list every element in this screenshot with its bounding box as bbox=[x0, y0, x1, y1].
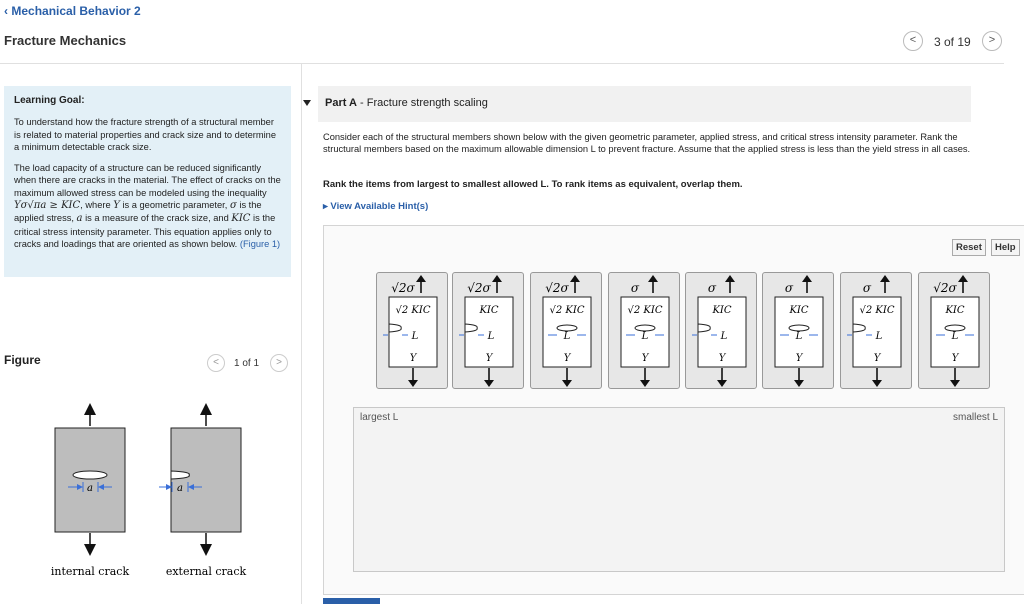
part-a-header: Part A - Fracture strength scaling bbox=[318, 86, 971, 122]
crack-length-label: L bbox=[411, 331, 419, 342]
geometry-param-label: Y bbox=[485, 353, 493, 364]
external-crack-icon bbox=[465, 324, 477, 332]
member-diagram bbox=[609, 273, 681, 390]
stress-label: σ bbox=[862, 281, 872, 295]
crack-label-a: a bbox=[87, 483, 93, 494]
external-crack-icon bbox=[853, 324, 865, 332]
geometry-param-label: Y bbox=[563, 353, 571, 364]
smallest-label: smallest L bbox=[952, 412, 998, 423]
reset-button[interactable]: Reset bbox=[952, 239, 986, 256]
learning-goal-intro: To understand how the fracture strength of a structural member is related to material properties and crack size and to determine a minimum detectable crack size. bbox=[14, 117, 276, 152]
kic-label: KIC bbox=[479, 305, 499, 316]
chevron-left-icon: < bbox=[909, 34, 917, 46]
ranking-card-7[interactable] bbox=[840, 272, 912, 389]
learning-goal-body: The load capacity of a structure can be reduced significantly when there are cracks in the material. The effect of cracks on the maximum allowed stress can be modeled using the inequality Yσ√πa ≥ KIC, where Y is a geometric parameter, σ is the applied stress, a is a measure of the crack size, and KIC is the critical stress intensity parameter. This equation applies only to cracks and loadings that are oriented as shown below. (Figure 1) bbox=[14, 163, 281, 249]
crack-length-label: L bbox=[795, 331, 803, 342]
figure-label: Figure bbox=[4, 353, 41, 367]
caption-internal: internal crack bbox=[50, 565, 130, 578]
stress-label: √2σ bbox=[391, 281, 415, 295]
kic-label: √2 KIC bbox=[627, 305, 663, 316]
crack-figure bbox=[40, 400, 270, 590]
geometry-param-label: Y bbox=[951, 353, 959, 364]
member-diagram bbox=[763, 273, 835, 390]
geometry-param-label: Y bbox=[795, 353, 803, 364]
stress-label: √2σ bbox=[545, 281, 569, 295]
ranking-card-3[interactable] bbox=[530, 272, 602, 389]
ranking-card-1[interactable] bbox=[376, 272, 448, 389]
crack-length-label: L bbox=[951, 331, 959, 342]
member-diagram bbox=[531, 273, 603, 390]
crack-length-label: L bbox=[487, 331, 495, 342]
part-a-title: Fracture strength scaling bbox=[366, 97, 488, 109]
chevron-right-icon: > bbox=[276, 357, 282, 368]
help-button[interactable]: Help bbox=[991, 239, 1020, 256]
view-hints-link[interactable]: ▸ View Available Hint(s) bbox=[323, 201, 429, 212]
geometry-param-label: Y bbox=[718, 353, 726, 364]
item-counter: 3 of 19 bbox=[934, 35, 971, 49]
figure-link[interactable]: (Figure 1) bbox=[239, 238, 281, 249]
geometry-param-label: Y bbox=[641, 353, 649, 364]
kic-label: KIC bbox=[789, 305, 809, 316]
geometry-param-label: Y bbox=[409, 353, 417, 364]
crack-length-label: L bbox=[641, 331, 649, 342]
internal-crack-icon bbox=[73, 471, 107, 479]
member-diagram bbox=[377, 273, 449, 390]
external-crack-icon bbox=[389, 324, 401, 332]
stress-label: √2σ bbox=[467, 281, 491, 295]
kic-label: KIC bbox=[945, 305, 965, 316]
ranking-card-6[interactable] bbox=[762, 272, 834, 389]
figure-counter: 1 of 1 bbox=[234, 358, 260, 369]
ranking-card-8[interactable] bbox=[918, 272, 990, 389]
submit-button[interactable] bbox=[323, 598, 380, 604]
member-diagram bbox=[919, 273, 991, 390]
stress-label: √2σ bbox=[933, 281, 957, 295]
ranking-card-5[interactable] bbox=[685, 272, 757, 389]
member-diagram bbox=[841, 273, 913, 390]
geometry-param-label: Y bbox=[873, 353, 881, 364]
part-a-description: Consider each of the structural members shown below with the given geometric parameter, applied stress, and critical stress intensity parameter. Rank the structural members based on the maximum allowable dimension L to prevent fracture. Assume that the applied stress is less than the yield stress in all cases. bbox=[323, 132, 971, 154]
back-link[interactable]: ‹ Mechanical Behavior 2 bbox=[4, 4, 141, 18]
chevron-left-icon: ‹ bbox=[4, 4, 12, 18]
crack-length-label: L bbox=[720, 331, 728, 342]
learning-goal-panel bbox=[4, 86, 291, 277]
stress-label: σ bbox=[784, 281, 794, 295]
header-divider bbox=[0, 63, 1004, 64]
stress-label: σ bbox=[707, 281, 717, 295]
inequality: Yσ√πa ≥ KIC bbox=[14, 200, 81, 212]
caption-external: external crack bbox=[165, 565, 247, 578]
ranking-drop-zone[interactable] bbox=[353, 407, 1005, 572]
kic-label: KIC bbox=[712, 305, 732, 316]
next-item-button[interactable] bbox=[982, 31, 1002, 51]
external-crack-specimen bbox=[159, 409, 247, 578]
figure-next-button[interactable] bbox=[270, 354, 288, 372]
internal-crack-specimen bbox=[51, 409, 130, 578]
page-title: Fracture Mechanics bbox=[4, 33, 127, 48]
prev-item-button[interactable] bbox=[903, 31, 923, 51]
member-diagram bbox=[453, 273, 525, 390]
largest-label: largest L bbox=[360, 412, 399, 423]
crack-length-label: L bbox=[563, 331, 571, 342]
chevron-left-icon: < bbox=[213, 357, 219, 368]
chevron-right-icon: > bbox=[988, 34, 996, 46]
kic-label: √2 KIC bbox=[859, 305, 895, 316]
kic-label: √2 KIC bbox=[549, 305, 585, 316]
figure-prev-button[interactable] bbox=[207, 354, 225, 372]
external-crack-icon bbox=[698, 324, 710, 332]
member-diagram bbox=[686, 273, 758, 390]
kic-label: √2 KIC bbox=[395, 305, 431, 316]
collapse-caret-icon[interactable] bbox=[303, 100, 311, 106]
external-crack-icon bbox=[171, 471, 189, 479]
ranking-card-4[interactable] bbox=[608, 272, 680, 389]
crack-label-a: a bbox=[177, 483, 183, 494]
column-divider bbox=[301, 64, 302, 604]
learning-goal-title: Learning Goal: bbox=[14, 95, 85, 106]
crack-length-label: L bbox=[875, 331, 883, 342]
rank-instruction: Rank the items from largest to smallest allowed L. To rank items as equivalent, overlap them. bbox=[323, 179, 743, 190]
ranking-card-2[interactable] bbox=[452, 272, 524, 389]
stress-label: σ bbox=[630, 281, 640, 295]
